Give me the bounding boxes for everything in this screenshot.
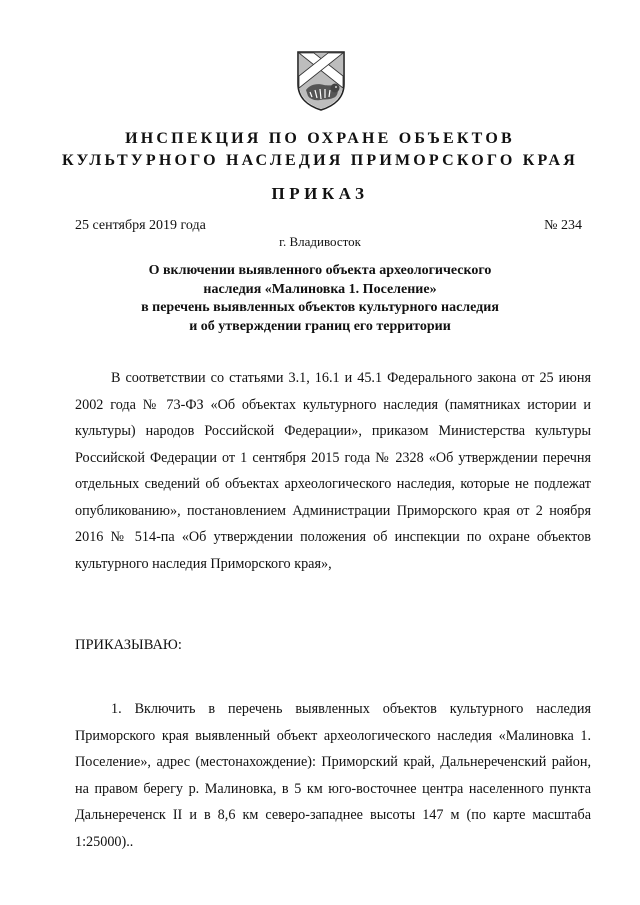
- document-title-line: наследия «Малиновка 1. Поселение»: [203, 281, 437, 297]
- document-title-line: О включении выявленного объекта археологического: [148, 263, 492, 278]
- order-directive: ПРИКАЗЫВАЮ:: [75, 637, 182, 653]
- document-number: № 234: [544, 218, 582, 233]
- order-item-1: 1. Включить в перечень выявленных объектов культурного наследия Приморского края выявленный объект археологического наследия «Малиновка 1. Поселение», адрес (местонахождение): Приморский край, Дальнереченский район, на правом берегу р. Малиновка, в 5 км юго-восточнее центра населенного пункта Дальнереченск II и в 8,6 км северо-западнее высоты 147 м (по карте масштаба 1:25000)..: [75, 701, 591, 850]
- preamble-paragraph: В соответствии со статьями 3.1, 16.1 и 45.1 Федерального закона от 25 июня 2002 года № 73-ФЗ «Об объектах культурного наследия (памятниках истории и культуры) народов Российской Федерации», приказом Министерства культуры Российской Федерации от 1 сентября 2015 года № 2328 «Об утверждении перечня отдельных сведений об объектах археологического наследия, которые не подлежат опубликованию», постановлением Администрации Приморского края от 2 ноября 2016 № 514-па «Об утверждении положения об инспекции по охране объектов культурного наследия Приморского края»,: [75, 370, 591, 572]
- organization-name-line-1: ИНСПЕКЦИЯ ПО ОХРАНЕ ОБЪЕКТОВ: [125, 130, 515, 147]
- document-title-line: и об утверждении границ его территории: [189, 318, 451, 334]
- coat-of-arms-icon: [296, 50, 346, 112]
- organization-name-line-2: КУЛЬТУРНОГО НАСЛЕДИЯ ПРИМОРСКОГО КРАЯ: [62, 152, 578, 169]
- document-type-heading: ПРИКАЗ: [271, 184, 369, 203]
- document-title-line: в перечень выявленных объектов культурного наследия: [141, 300, 499, 315]
- document-date: 25 сентября 2019 года: [75, 218, 206, 233]
- document-title: [120, 262, 520, 336]
- document-city: г. Владивосток: [279, 234, 361, 249]
